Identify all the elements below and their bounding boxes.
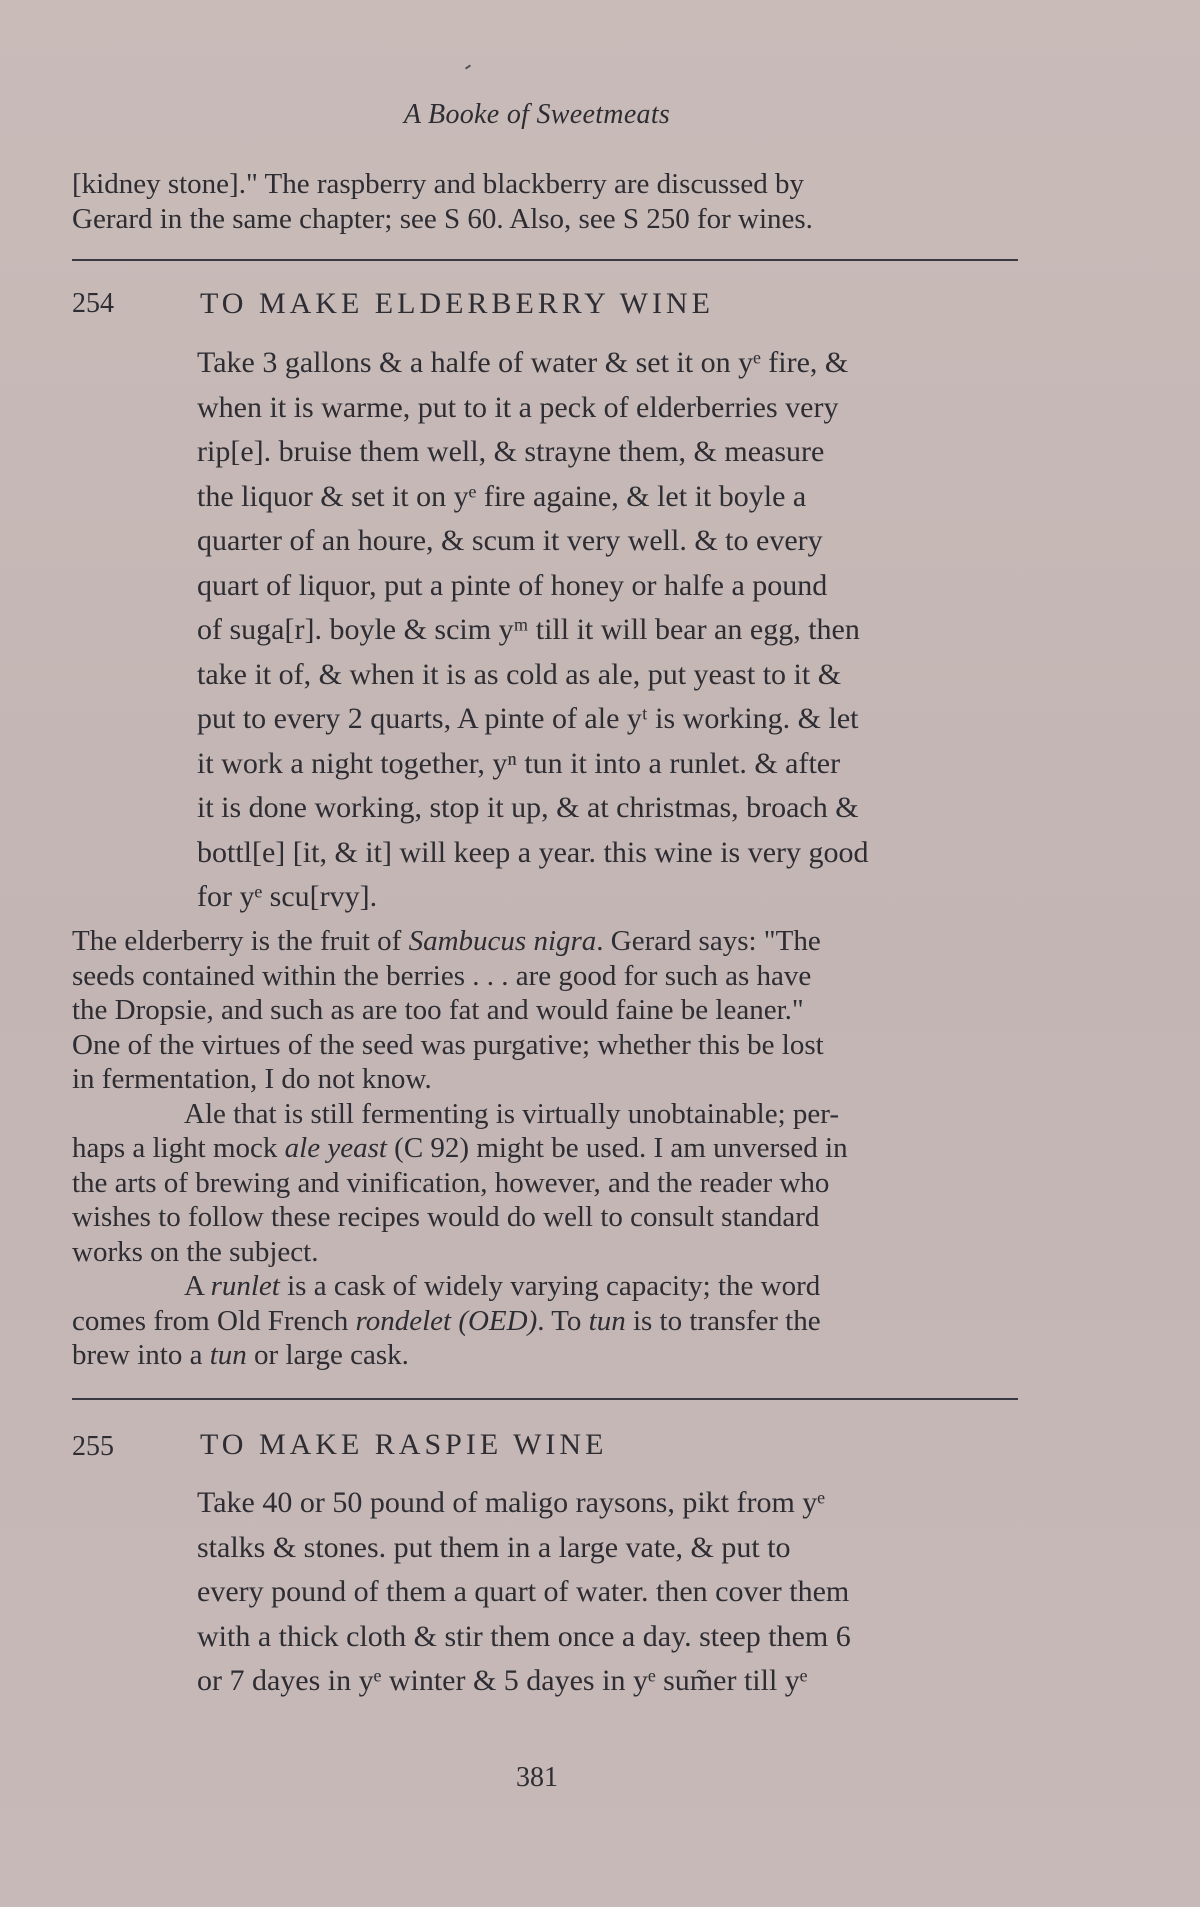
recipe-line: put to every 2 quarts, A pinte of ale yᵗ is working. & let	[197, 702, 859, 735]
intro-line-2: Gerard in the same chapter; see S 60. Also, see S 250 for wines.	[72, 202, 813, 235]
recipe-line: it work a night together, yⁿ tun it into a runlet. & after	[197, 746, 841, 780]
commentary-line: wishes to follow these recipes would do well to consult standard	[72, 1201, 820, 1233]
commentary-line: comes from Old French rondelet (OED). To tun is to transfer the	[72, 1304, 821, 1337]
commentary	[72, 924, 1018, 1373]
recipe-number: 255	[72, 1431, 114, 1462]
recipe-line: or 7 dayes in yᵉ winter & 5 dayes in yᵉ sum̃er till yᵉ	[197, 1664, 808, 1697]
recipe-title: TO MAKE RASPIE WINE	[200, 1428, 608, 1461]
recipe-line: take it of, & when it is as cold as ale, put yeast to it &	[197, 657, 842, 691]
commentary-line: One of the virtues of the seed was purgative; whether this be lost	[72, 1028, 824, 1061]
italic-term: tun	[588, 1304, 626, 1337]
recipe-line: with a thick cloth & stir them once a day. steep them 6	[197, 1619, 851, 1653]
recipe-line: bottl[e] [it, & it] will keep a year. this wine is very good	[197, 835, 869, 869]
recipe-line: when it is warme, put to it a peck of elderberries very	[197, 390, 839, 424]
section-rule	[72, 1398, 1018, 1400]
page-number: 381	[516, 1762, 558, 1793]
recipe-body-254	[197, 341, 1015, 920]
intro-text	[72, 167, 1018, 236]
recipe-line: Take 40 or 50 pound of maligo raysons, pikt from yᵉ	[197, 1486, 825, 1519]
recipe-number: 254	[72, 288, 114, 319]
commentary-line: in fermentation, I do not know.	[72, 1063, 432, 1095]
commentary-line: the Dropsie, and such as are too fat and would faine be leaner."	[72, 994, 804, 1026]
running-head: A Booke of Sweetmeats	[403, 99, 671, 130]
italic-term: rondelet (OED)	[355, 1304, 538, 1337]
latin-name: Sambucus nigra	[408, 925, 597, 957]
recipe-line: of suga[r]. boyle & scim yᵐ till it will bear an egg, then	[197, 613, 860, 646]
recipe-title: TO MAKE ELDERBERRY WINE	[200, 287, 714, 320]
commentary-line: seeds contained within the berries . . . are good for such as have	[72, 959, 812, 992]
recipe-line: quarter of an houre, & scum it very well. & to every	[197, 524, 823, 557]
recipe-line: Take 3 gallons & a halfe of water & set it on yᵉ fire, &	[197, 346, 849, 379]
commentary-line: A runlet is a cask of widely varying capacity; the word	[184, 1270, 821, 1302]
commentary-line: the arts of brewing and vinification, however, and the reader who	[72, 1166, 830, 1199]
commentary-line: The elderberry is the fruit of Sambucus nigra. Gerard says: "The	[72, 925, 821, 957]
commentary-line: brew into a tun or large cask.	[72, 1339, 409, 1371]
recipe-line: rip[e]. bruise them well, & strayne them, & measure	[197, 435, 825, 468]
recipe-line: quart of liquor, put a pinte of honey or halfe a pound	[197, 568, 828, 602]
recipe-body-255	[197, 1481, 1015, 1704]
italic-term: ale yeast	[284, 1132, 387, 1164]
stray-mark	[465, 64, 471, 69]
section-rule	[72, 259, 1018, 261]
commentary-line: haps a light mock ale yeast (C 92) might be used. I am unversed in	[72, 1132, 848, 1164]
commentary-line: Ale that is still fermenting is virtually unobtainable; per-	[184, 1097, 839, 1130]
italic-term: tun	[209, 1339, 247, 1371]
italic-term: runlet	[210, 1270, 280, 1302]
recipe-line: every pound of them a quart of water. then cover them	[197, 1575, 850, 1608]
recipe-line: stalks & stones. put them in a large vate, & put to	[197, 1530, 791, 1564]
recipe-line: the liquor & set it on yᵉ fire againe, & let it boyle a	[197, 479, 807, 513]
recipe-line: it is done working, stop it up, & at christmas, broach &	[197, 791, 859, 824]
commentary-line: works on the subject.	[72, 1235, 319, 1268]
intro-line-1: [kidney stone]." The raspberry and blackberry are discussed by	[72, 168, 805, 200]
recipe-line: for yᵉ scu[rvy].	[197, 880, 378, 913]
